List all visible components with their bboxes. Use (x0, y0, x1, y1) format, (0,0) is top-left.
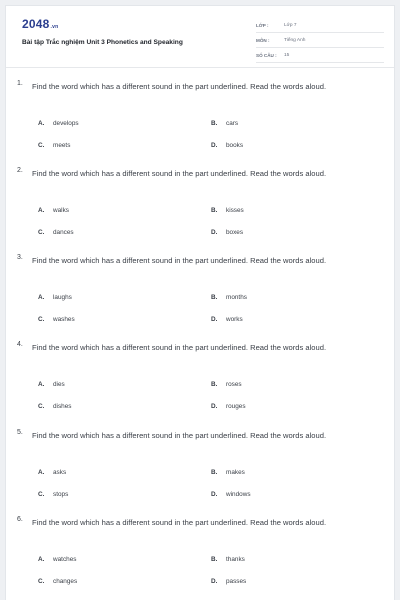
option-text: makes (226, 469, 245, 476)
option-label: A. (38, 556, 45, 563)
site-logo[interactable] (22, 17, 58, 31)
option-text: watches (53, 556, 77, 563)
logo-suffix: .vn (50, 24, 59, 30)
question-line (17, 516, 377, 529)
worksheet-meta (256, 18, 384, 63)
answer-option[interactable] (38, 207, 69, 214)
question-line (17, 80, 377, 93)
option-label: B. (211, 556, 218, 563)
option-label: B. (211, 469, 218, 476)
option-text: dishes (53, 403, 72, 410)
meta-row-subject (256, 33, 384, 48)
logo-text: 2048 (22, 17, 50, 31)
answer-option[interactable] (38, 578, 77, 585)
option-label: A. (38, 469, 45, 476)
option-label: C. (38, 403, 45, 410)
answer-option[interactable] (211, 294, 247, 301)
question-text: Find the word which has a different sound in the part underlined. Read the words aloud. (32, 256, 327, 265)
option-label: C. (38, 142, 45, 149)
question-item (17, 254, 377, 267)
meta-value: Lớp 7 (284, 22, 297, 28)
option-label: A. (38, 294, 45, 301)
option-label: D. (211, 491, 218, 498)
question-item (17, 167, 377, 180)
option-text: rouges (226, 403, 246, 410)
option-text: develops (53, 120, 79, 127)
worksheet (5, 5, 395, 600)
question-number: 6. (17, 516, 23, 523)
option-label: D. (211, 316, 218, 323)
question-item (17, 80, 377, 93)
option-text: meets (53, 142, 71, 149)
worksheet-title: Bài tập Trắc nghiệm Unit 3 Phonetics and Speaking (22, 39, 183, 46)
question-text: Find the word which has a different sound in the part underlined. Read the words aloud. (32, 343, 327, 352)
answer-option[interactable] (211, 316, 243, 323)
answer-option[interactable] (211, 229, 243, 236)
question-text: Find the word which has a different sound in the part underlined. Read the words aloud. (32, 82, 327, 91)
option-text: boxes (226, 229, 244, 236)
option-label: B. (211, 207, 218, 214)
option-label: D. (211, 403, 218, 410)
option-text: dies (53, 381, 65, 388)
question-line (17, 429, 377, 442)
option-text: months (226, 294, 247, 301)
meta-label: LỚP : (256, 22, 269, 28)
answer-option[interactable] (211, 578, 246, 585)
answer-option[interactable] (38, 120, 79, 127)
question-text: Find the word which has a different sound in the part underlined. Read the words aloud. (32, 518, 327, 527)
option-text: cars (226, 120, 239, 127)
answer-option[interactable] (211, 381, 242, 388)
option-text: dances (53, 229, 74, 236)
question-item (17, 516, 377, 529)
option-label: A. (38, 120, 45, 127)
answer-option[interactable] (211, 491, 251, 498)
option-label: D. (211, 229, 218, 236)
option-text: works (226, 316, 243, 323)
question-line (17, 167, 377, 180)
meta-value: Tiếng Anh (284, 37, 306, 43)
option-label: C. (38, 491, 45, 498)
answer-option[interactable] (38, 229, 74, 236)
answer-option[interactable] (211, 207, 244, 214)
answer-option[interactable] (211, 556, 245, 563)
question-line (17, 254, 377, 267)
option-text: laughs (53, 294, 72, 301)
question-number: 3. (17, 254, 23, 261)
answer-option[interactable] (38, 403, 71, 410)
option-label: C. (38, 229, 45, 236)
option-label: D. (211, 142, 218, 149)
question-number: 1. (17, 80, 23, 87)
option-text: walks (53, 207, 69, 214)
option-text: kisses (226, 207, 244, 214)
option-text: changes (53, 578, 78, 585)
question-item (17, 429, 377, 442)
meta-label: MÔN : (256, 37, 270, 43)
option-text: roses (226, 381, 242, 388)
question-item (17, 341, 377, 354)
answer-option[interactable] (38, 142, 70, 149)
option-text: passes (226, 578, 247, 585)
option-text: thanks (226, 556, 245, 563)
answer-option[interactable] (211, 403, 246, 410)
answer-option[interactable] (38, 469, 66, 476)
meta-row-class (256, 18, 384, 33)
question-text: Find the word which has a different sound in the part underlined. Read the words aloud. (32, 169, 327, 178)
option-text: books (226, 142, 244, 149)
question-number: 5. (17, 429, 23, 436)
meta-row-count (256, 48, 384, 63)
option-label: D. (211, 578, 218, 585)
question-line (17, 341, 377, 354)
option-label: A. (38, 207, 45, 214)
meta-label: SỐ CÂU : (256, 52, 277, 58)
answer-option[interactable] (211, 142, 243, 149)
answer-option[interactable] (38, 556, 76, 563)
option-text: washes (53, 316, 75, 323)
option-label: B. (211, 381, 218, 388)
meta-value: 15 (284, 52, 290, 58)
answer-option[interactable] (38, 316, 75, 323)
question-number: 4. (17, 341, 23, 348)
option-text: asks (53, 469, 67, 476)
option-label: C. (38, 316, 45, 323)
worksheet-header (6, 6, 394, 68)
question-text: Find the word which has a different sound in the part underlined. Read the words aloud. (32, 431, 327, 440)
option-label: C. (38, 578, 45, 585)
option-text: stops (53, 491, 69, 498)
question-number: 2. (17, 167, 23, 174)
answer-option[interactable] (38, 294, 72, 301)
option-label: A. (38, 381, 45, 388)
option-label: B. (211, 120, 218, 127)
answer-option[interactable] (38, 491, 68, 498)
option-label: B. (211, 294, 218, 301)
option-text: windows (226, 491, 251, 498)
answer-option[interactable] (211, 469, 245, 476)
answer-option[interactable] (38, 381, 65, 388)
answer-option[interactable] (211, 120, 238, 127)
